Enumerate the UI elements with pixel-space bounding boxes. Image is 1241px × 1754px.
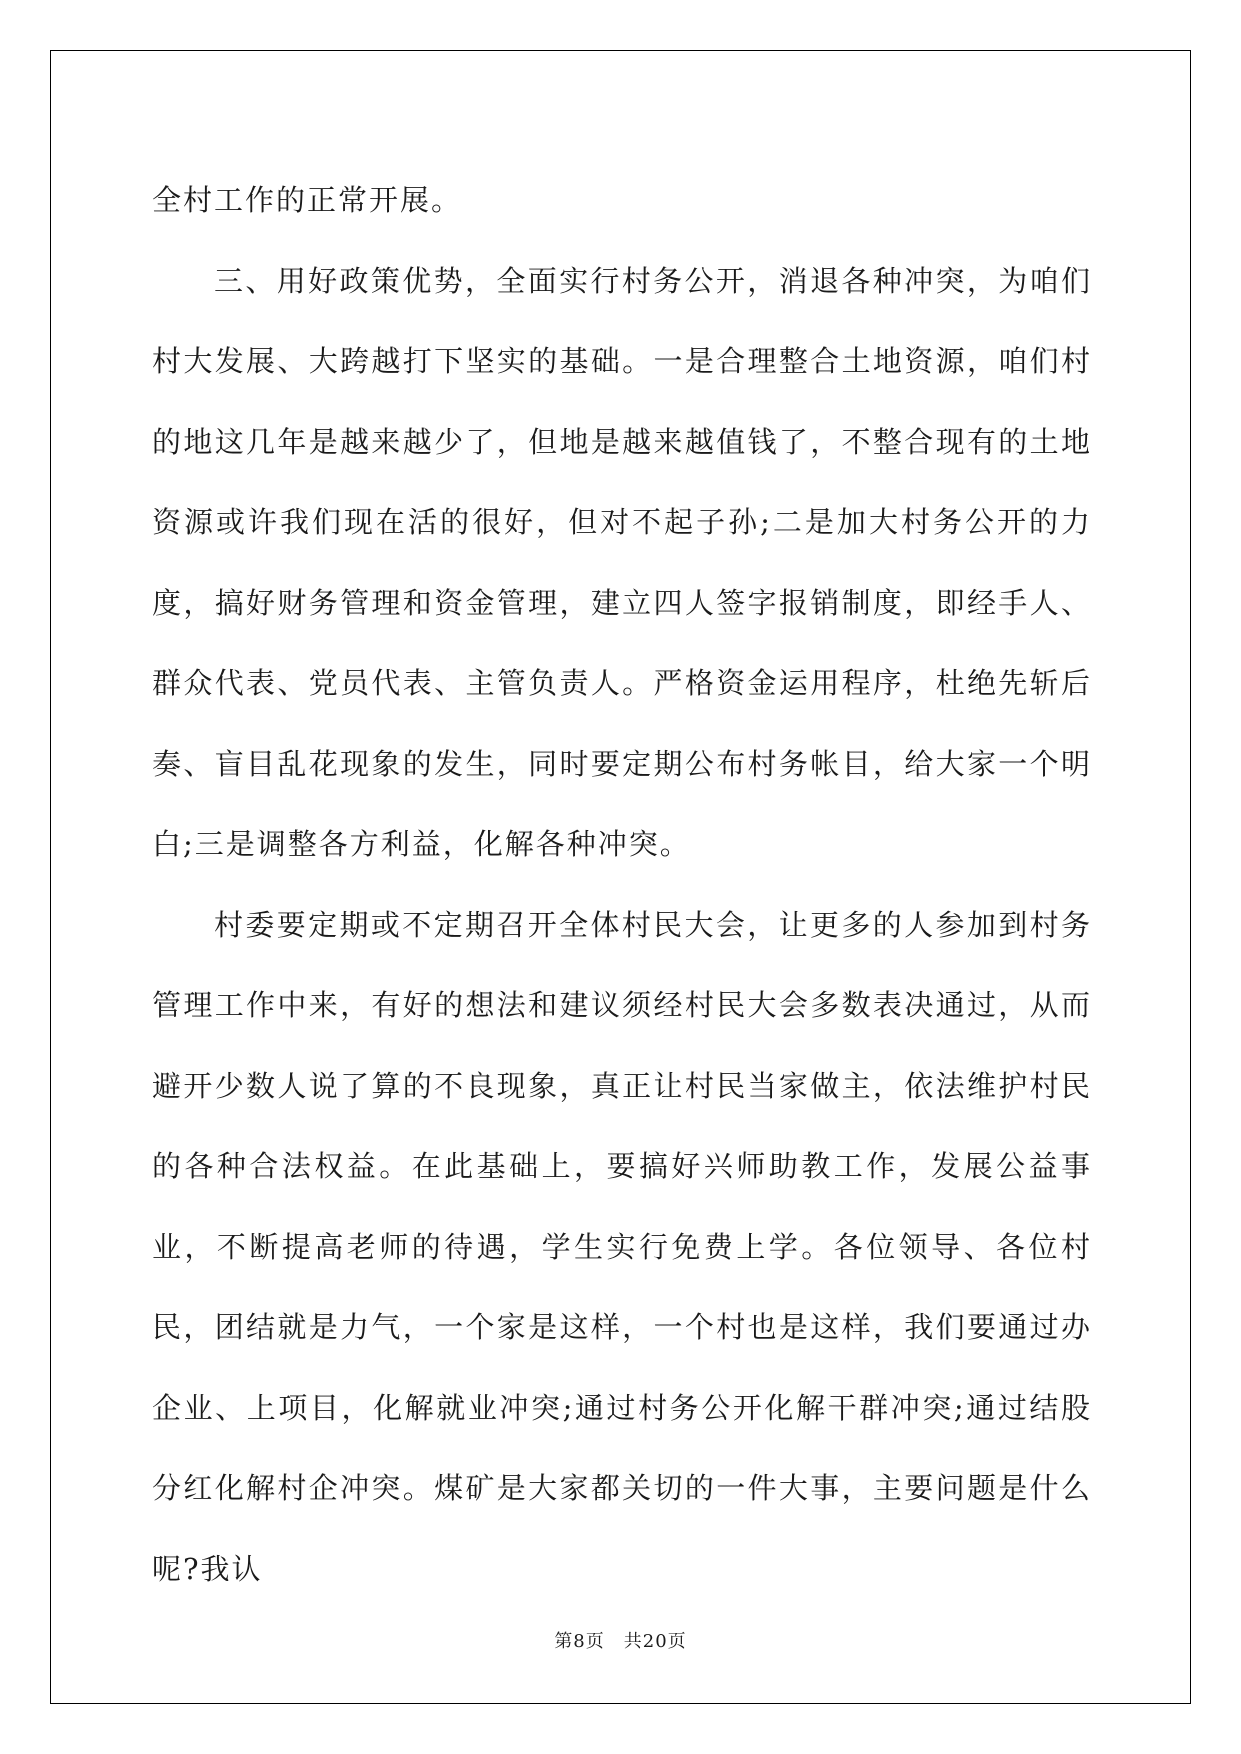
paragraph-3: 村委要定期或不定期召开全体村民大会，让更多的人参加到村务管理工作中来，有好的想法和建议须经村民大会多数表决通过，从而避开少数人说了算的不良现象，真正让村民当家做主，依法维护村民的各种合法权益。在此基础上，要搞好兴师助教工作，发展公益事业，不断提高老师的待遇，学生实行免费上学。各位领导、各位村民，团结就是力气，一个家是这样，一个村也是这样，我们要通过办企业、上项目，化解就业冲突;通过村务公开化解干群冲突;通过结股分红化解村企冲突。煤矿是大家都关切的一件大事，主要问题是什么呢?我认 [152, 907, 1092, 1586]
paragraph-1: 全村工作的正常开展。 [152, 183, 463, 217]
paragraph-2: 三、用好政策优势，全面实行村务公开，消退各种冲突，为咱们村大发展、大跨越打下坚实的基础。一是合理整合土地资源，咱们村的地这几年是越来越少了，但地是越来越值钱了，不整合现有的土地资源或许我们现在活的很好，但对不起子孙;二是加大村务公开的力度，搞好财务管理和资金管理，建立四人签字报销制度，即经手人、群众代表、党员代表、主管负责人。严格资金运用程序，杜绝先斩后奏、盲目乱花现象的发生，同时要定期公布村务帐目，给大家一个明白;三是调整各方利益，化解各种冲突。 [152, 263, 1092, 861]
page-number-footer: 第8页 共20页 [554, 1631, 687, 1652]
document-body [152, 160, 1092, 1609]
